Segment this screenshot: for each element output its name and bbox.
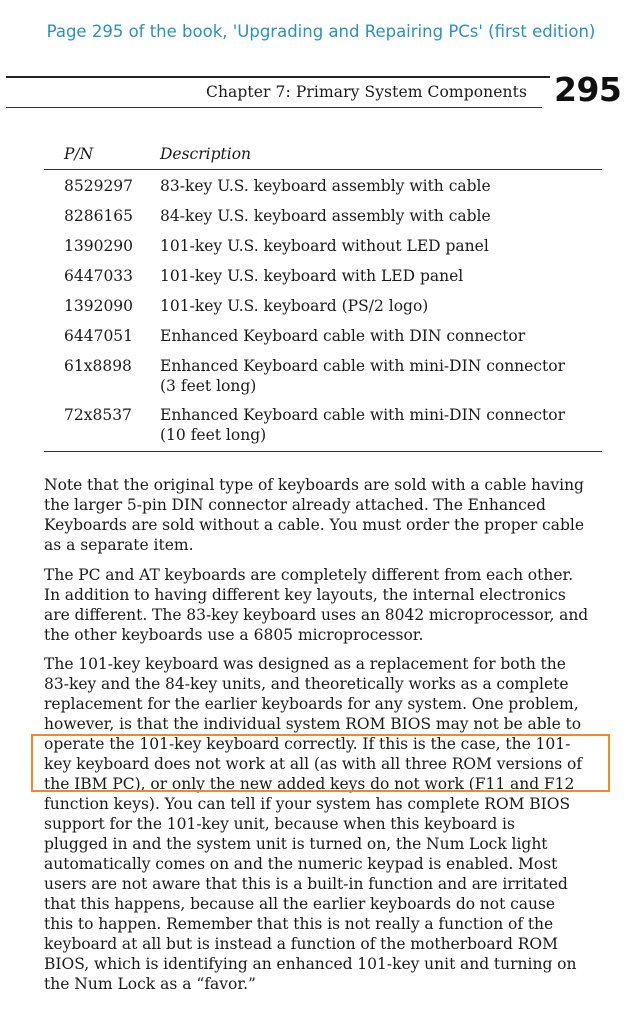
description-line: Enhanced Keyboard cable with mini-DIN connector	[160, 406, 565, 424]
part-number: 1390290	[64, 237, 134, 255]
parts-table	[44, 145, 602, 444]
part-description	[160, 176, 600, 196]
description-line: (3 feet long)	[160, 377, 257, 395]
description-line: 101-key U.S. keyboard (PS/2 logo)	[160, 297, 429, 315]
description-line: Enhanced Keyboard cable with DIN connector	[160, 327, 526, 345]
text-line: Keyboards are sold without a cable. You must order the proper cable	[44, 516, 585, 534]
text-line: The 101-key keyboard was designed as a replacement for both the	[44, 655, 566, 673]
paragraph-2	[44, 565, 604, 645]
part-description	[160, 296, 600, 316]
text-line: keyboard at all but is instead a function of the motherboard ROM	[44, 935, 558, 953]
text-line: operate the 101-key keyboard correctly. If this is the case, the 101-	[44, 735, 571, 753]
paragraph-3	[44, 654, 604, 994]
part-description	[160, 326, 600, 346]
description-line: 101-key U.S. keyboard without LED panel	[160, 237, 489, 255]
highlight-box	[31, 734, 610, 792]
part-number: 6447051	[64, 327, 134, 345]
table-row	[44, 236, 602, 256]
table-row	[44, 206, 602, 226]
part-number: 61x8898	[64, 357, 132, 375]
text-line: automatically comes on and the numeric keypad is enabled. Most	[44, 855, 558, 873]
table-row	[44, 296, 602, 316]
table-row	[44, 405, 602, 445]
part-description	[160, 206, 600, 226]
description-line: 83-key U.S. keyboard assembly with cable	[160, 177, 491, 195]
text-line: Note that the original type of keyboards are sold with a cable having	[44, 476, 584, 494]
table-row	[44, 266, 602, 286]
text-line: plugged in and the system unit is turned on, the Num Lock light	[44, 835, 548, 853]
text-line: the larger 5-pin DIN connector already attached. The Enhanced	[44, 496, 546, 514]
text-line: that this happens, because all the earlier keyboards do not cause	[44, 895, 556, 913]
text-line: the other keyboards use a 6805 microprocessor.	[44, 626, 424, 644]
text-line: The PC and AT keyboards are completely different from each other.	[44, 566, 574, 584]
part-description	[160, 405, 600, 445]
part-description	[160, 356, 600, 396]
text-line: the IBM PC), or only the new added keys do not work (F11 and F12	[44, 775, 575, 793]
table-row	[44, 356, 602, 396]
page-number: 295	[554, 70, 622, 109]
header-rule-top	[6, 76, 550, 78]
header-pn: P/N	[64, 145, 94, 163]
text-line: as a separate item.	[44, 536, 194, 554]
table-row	[44, 176, 602, 196]
text-line: support for the 101-key unit, because when this keyboard is	[44, 815, 515, 833]
description-line: 84-key U.S. keyboard assembly with cable	[160, 207, 491, 225]
part-number: 6447033	[64, 267, 134, 285]
description-line: 101-key U.S. keyboard with LED panel	[160, 267, 464, 285]
part-number: 1392090	[64, 297, 134, 315]
text-line: BIOS, which is identifying an enhanced 101-key unit and turning on	[44, 955, 577, 973]
header-rule-bottom	[6, 107, 542, 108]
text-line: the Num Lock as a “favor.”	[44, 975, 256, 993]
paragraph-1	[44, 475, 604, 555]
image-caption: Page 295 of the book, 'Upgrading and Repairing PCs' (first edition)	[46, 22, 596, 41]
parts-table-header	[44, 145, 602, 170]
text-line: this to happen. Remember that this is not really a function of the	[44, 915, 554, 933]
text-line: key keyboard does not work at all (as with all three ROM versions of	[44, 755, 583, 773]
part-description	[160, 266, 600, 286]
text-line: are different. The 83-key keyboard uses an 8042 microprocessor, and	[44, 606, 589, 624]
header-description: Description	[160, 145, 252, 163]
text-line: function keys). You can tell if your system has complete ROM BIOS	[44, 795, 571, 813]
text-line: In addition to having different key layouts, the internal electronics	[44, 586, 566, 604]
part-number: 8529297	[64, 177, 134, 195]
text-line: users are not aware that this is a built-in function and are irritated	[44, 875, 568, 893]
table-bottom-rule	[44, 451, 602, 452]
chapter-title: Chapter 7: Primary System Components	[206, 83, 528, 101]
part-number: 8286165	[64, 207, 134, 225]
text-line: replacement for the earlier keyboards for any system. One problem,	[44, 695, 579, 713]
text-line: 83-key and the 84-key units, and theoretically works as a complete	[44, 675, 569, 693]
part-description	[160, 236, 600, 256]
part-number: 72x8537	[64, 406, 132, 424]
description-line: (10 feet long)	[160, 426, 267, 444]
description-line: Enhanced Keyboard cable with mini-DIN connector	[160, 357, 565, 375]
table-row	[44, 326, 602, 346]
text-line: however, is that the individual system ROM BIOS may not be able to	[44, 715, 582, 733]
